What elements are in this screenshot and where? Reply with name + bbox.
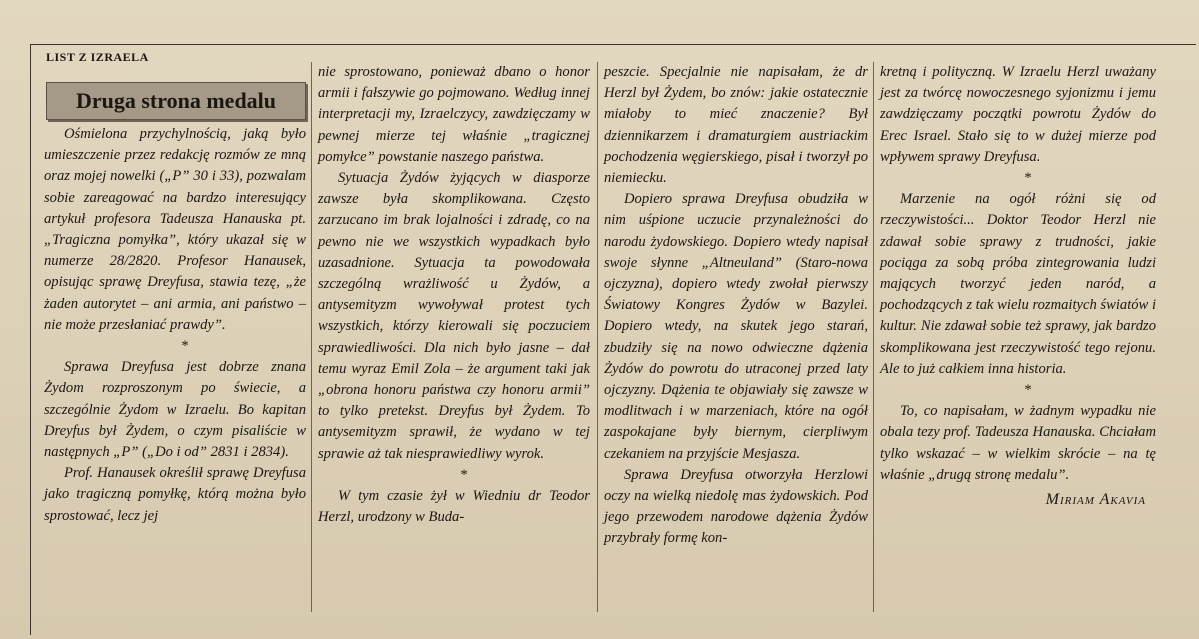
section-separator: * — [1024, 382, 1032, 399]
article-title — [46, 82, 306, 120]
paragraph: Prof. Hanausek określił sprawę Dreyfusa jako tragiczną pomyłkę, którą można było sprostować, lecz jej — [44, 465, 306, 524]
article-column-2 — [318, 62, 590, 528]
paragraph: To, co napisałam, w żadnym wypadku nie obala tezy prof. Tadeusza Hanauska. Chciałam tylko wskazać – w wielkim skrócie – na tę właśnie „drugą stronę medalu”. — [880, 403, 1156, 483]
section-separator: * — [1024, 170, 1032, 187]
paragraph: Ośmielona przychylnością, jaką było umieszczenie przez redakcję rozmów ze mną oraz mojej nowelki („P” 30 i 33), pozwalam sobie zareagować na bardzo interesujący artykuł profesora Tadeusza Hanauska pt. „Tragiczna pomyłka”, który ukazał się w numerze 28/2820. Profesor Hanausek, opisując sprawę Dreyfusa, stawia tezę, „że żaden autorytet – ani armia, ani państwo – nie może przesłaniać prawdy”. — [44, 126, 306, 333]
article-column-4 — [880, 62, 1156, 510]
paragraph: Marzenie na ogół różni się od rzeczywistości... Doktor Teodor Herzl nie zdawał sobie sprawy z trudności, jakie pociąga za sobą próba zintegrowania ludzi mających tworzyć jeden naród, a pochodzących z tak wielu rozmaitych światów i kultur. Nie zdawał sobie też sprawy, jak bardzo skomplikowana jest rzeczywistość tego rejonu. Ale to już całkiem inna historia. — [880, 191, 1156, 377]
column-divider — [311, 62, 312, 612]
section-separator: * — [460, 466, 468, 483]
column-divider — [873, 62, 874, 612]
section-rubric: LIST Z IZRAELA — [46, 50, 149, 64]
paragraph: nie sprostowano, ponieważ dbano o honor armii i fałszywie go pojmowano. Według innej interpretacji my, Izraelczycy, zawdzięczamy w pewnej mierze tej właśnie „tragicznej pomyłce” powstanie naszego państwa. — [318, 64, 590, 165]
article-column-1 — [44, 124, 306, 527]
paragraph: Sprawa Dreyfusa jest dobrze znana Żydom rozproszonym po świecie, a szczególnie Żydom w Izraelu. Bo kapitan Dreyfus był Żydem, o czym pisaliście w następnych „P” („Do i od” 2831 i 2834). — [44, 359, 306, 461]
author-signature: Miriam Akavia — [1045, 491, 1146, 509]
article-title-text: Druga strona medalu — [75, 88, 277, 113]
column-divider — [597, 62, 598, 612]
paragraph: W tym czasie żył w Wiedniu dr Teodor Herzl, urodzony w Buda- — [318, 488, 590, 526]
section-separator: * — [181, 338, 189, 355]
paragraph: peszcie. Specjalnie nie napisałam, że dr Herzl był Żydem, bo znów: jakie ostatecznie miałoby to mieć znaczenie? Był dziennikarzem i dramaturgiem austriackim pochodzenia węgierskiego, pisał i tworzył po niemiecku. — [604, 64, 868, 187]
paragraph: Sprawa Dreyfusa otworzyła Herzlowi oczy na wielką niedolę mas żydowskich. Pod jego przewodem narodowe dążenia Żydów przybrały formę kon- — [604, 466, 868, 547]
paragraph: Dopiero sprawa Dreyfusa obudziła w nim uśpione uczucie przynależności do narodu żydowskiego. Dopiero wtedy napisał swoje słynne „Altneuland” (Staro-nowa ojczyzna), dopiero wtedy zwołał pierwszy Światowy Kongres Żydów w Bazylei. Dopiero wtedy, na skutek jego starań, zbudziły się na nowo odwieczne dążenia Żydów do powrotu do utraconej przed laty ojczyzny. Dążenia te objawiały się zawsze w modlitwach i w marzeniach, które na ogół zaspokajane były biernym, cierpliwym czekaniem na przyjście Mesjasza. — [604, 191, 868, 462]
article-column-3 — [604, 62, 868, 550]
paragraph: Sytuacja Żydów żyjących w diasporze zawsze była skomplikowana. Często zarzucano im brak lojalności i zdradę, co na pewno nie we wszystkich wypadkach było uzasadnione. Sytuacja ta powodowała szczególną wrażliwość u Żydów, a antysemityzm wywoływał protest tych wszystkich, którzy kierowali się poczuciem sprawiedliwości. Dla nich było jasne – dał temu wyraz Emil Zola – że argument taki jak „obrona honoru państwa czy honoru armii” to tylko pretekst. Dreyfus był Żydem. To antysemityzm sprawił, że wydano w tej sprawie aż tak niesprawiedliwy wyrok. — [318, 170, 590, 462]
paragraph: kretną i polityczną. W Izraelu Herzl uważany jest za twórcę nowoczesnego syjonizmu i jemu zawdzięczamy początki powrotu Żydów do Erec Israel. Stało się to w dużej mierze pod wpływem sprawy Dreyfusa. — [880, 64, 1156, 165]
